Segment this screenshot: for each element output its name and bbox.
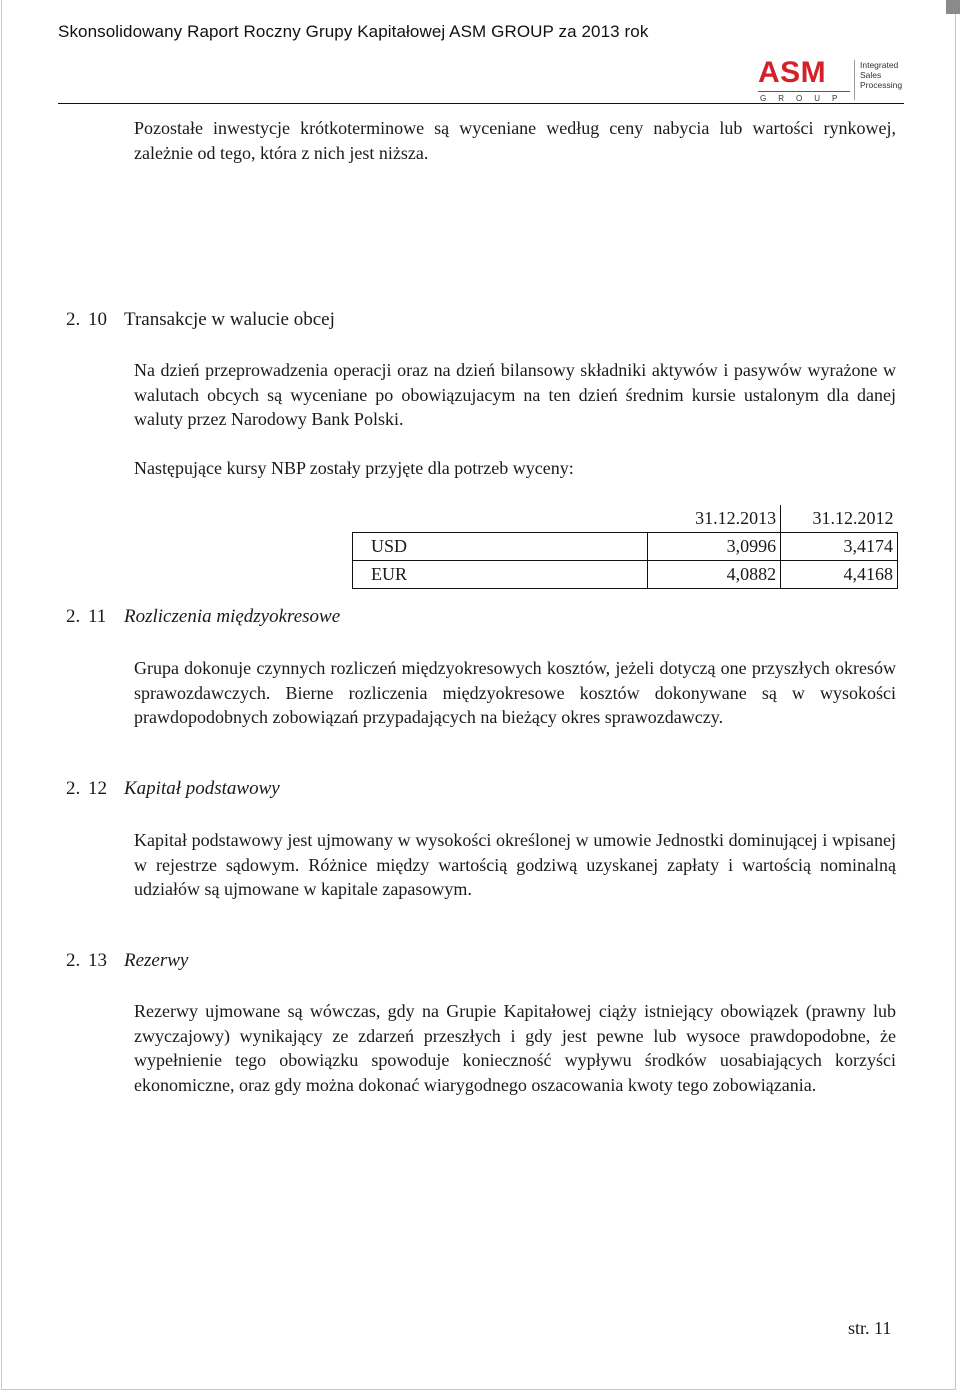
section-2-12-paragraph: Kapitał podstawowy jest ujmowany w wysokości określonej w umowie Jednostki dominującej i wpisanej w rejestrze sądowym. Różnice między wartością godziwą uzyskanej zapłaty i wartością nominalną udziałów są ujmowane w kapitale zapasowym. (134, 830, 896, 899)
section-number: 2. (66, 309, 81, 330)
logo-rule (758, 91, 850, 92)
logo-tagline-line: Integrated (860, 60, 899, 70)
logo-group-text: GROUP (760, 94, 850, 103)
logo-tagline-line: Processing (860, 80, 903, 90)
table-header-row (353, 505, 898, 533)
currency-cell: EUR (353, 561, 648, 589)
rate-cell: 3,0996 (647, 533, 781, 561)
rate-cell: 3,4174 (781, 533, 898, 561)
section-heading-2-13 (66, 950, 188, 972)
section-sub-number: 12 (88, 778, 107, 799)
intro-paragraph: Pozostałe inwestycje krótkoterminowe są wyceniane według ceny nabycia lub wartości rynkowej, zależnie od tego, która z nich jest niższa. (134, 118, 896, 163)
header-rule (58, 103, 904, 104)
section-sub-number: 11 (88, 606, 107, 627)
section-title: Transakcje w walucie obcej (124, 309, 335, 330)
asm-group-logo (758, 58, 908, 104)
section-2-10-paragraph: Na dzień przeprowadzenia operacji oraz na dzień bilansowy składniki aktywów i pasywów wyrażone w walutach obcych są wyceniane po obowiązujacym na ten dzień średnim kursie ustalonym dla danej waluty przez Narodowy Bank Polski. (134, 360, 896, 429)
section-2-13-paragraph: Rezerwy ujmowane są wówczas, gdy na Grupie Kapitałowej ciąży istniejący obowiązek (prawny lub zwyczajowy) wynikający ze zdarzeń przeszłych i gdy jest pewne lub wysoce prawdopodobne, że wypełnienie tego obowiązku spowoduje konieczność wypływu środków uosabiających korzyści ekonomiczne, oraz gdy można dokonać wiarygodnego oszacowania kwoty tego zobowiązania. (134, 1001, 896, 1095)
section-2-10-rates-intro: Następujące kursy NBP zostały przyjęte dla potrzeb wyceny: (134, 458, 574, 478)
table-header-cell: 31.12.2013 (647, 505, 781, 533)
section-heading-2-11 (66, 606, 340, 628)
section-sub-number: 10 (88, 309, 107, 330)
page-number: str. 11 (848, 1318, 892, 1338)
section-number: 2. (66, 950, 81, 971)
logo-tagline (860, 60, 902, 90)
page-corner-mark (946, 0, 960, 14)
logo-main-text: ASM (758, 56, 827, 89)
rate-cell: 4,0882 (647, 561, 781, 589)
rate-cell: 4,4168 (781, 561, 898, 589)
table-row (353, 533, 898, 561)
section-number: 2. (66, 606, 81, 627)
section-title: Rezerwy (124, 950, 189, 971)
table-row (353, 561, 898, 589)
currency-cell: USD (353, 533, 648, 561)
logo-divider (854, 60, 855, 100)
table-header-cell (353, 505, 648, 533)
section-number: 2. (66, 778, 81, 799)
section-heading-2-12 (66, 778, 280, 800)
section-title: Kapitał podstawowy (124, 778, 280, 799)
table-header-cell: 31.12.2012 (812, 508, 894, 528)
section-title: Rozliczenia międzyokresowe (124, 606, 341, 627)
nbp-rates-table (352, 505, 898, 589)
logo-tagline-line: Sales (860, 70, 882, 80)
section-2-11-paragraph: Grupa dokonuje czynnych rozliczeń międzyokresowych kosztów, jeżeli dotyczą one przyszłych okresów sprawozdawczych. Bierne rozliczenia międzyokresowe kosztów dokonywane są w wysokości prawdopodobnych zobowiązań przypadających na bieżący okres sprawozdawczy. (134, 658, 896, 727)
section-heading-2-10 (66, 309, 335, 331)
section-sub-number: 13 (88, 950, 107, 971)
running-header-title: Skonsolidowany Raport Roczny Grupy Kapitałowej ASM GROUP za 2013 rok (58, 22, 649, 41)
